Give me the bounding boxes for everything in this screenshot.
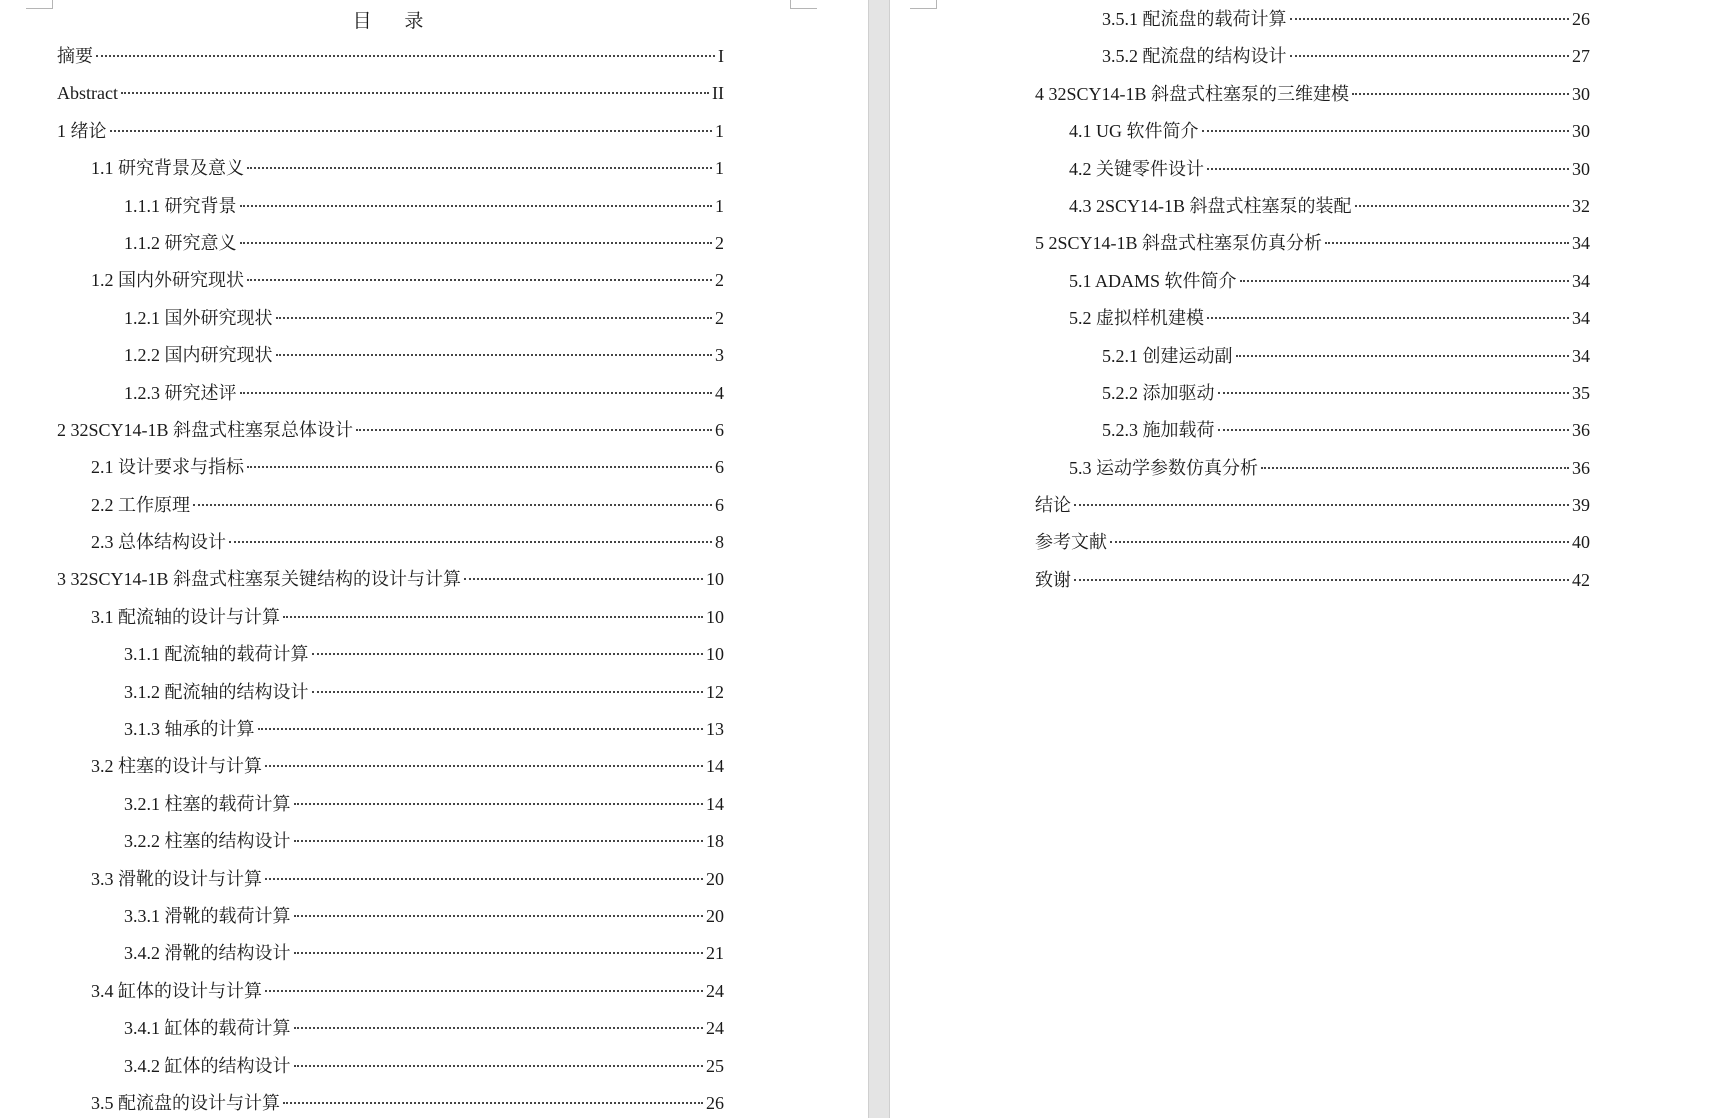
toc-entry-title: 1.1 研究背景及意义 [91, 158, 244, 179]
toc-entry-page-number: 34 [1572, 345, 1590, 366]
toc-entry-title: 3.2.2 柱塞的结构设计 [124, 831, 291, 852]
toc-entry-page-number: 34 [1572, 233, 1590, 254]
toc-entry-page-number: 25 [706, 1055, 724, 1076]
toc-entry[interactable] [57, 225, 724, 262]
toc-entry[interactable] [1035, 412, 1590, 449]
toc-list-left [57, 38, 724, 1118]
toc-page-right [890, 0, 1731, 1118]
toc-entry-title: 2.2 工作原理 [91, 494, 190, 515]
toc-entry-title: 结论 [1035, 495, 1071, 516]
toc-entry[interactable] [57, 300, 724, 337]
page-corner-mark [790, 0, 817, 9]
toc-entry-page-number: 10 [706, 569, 724, 590]
dot-leader [294, 1027, 704, 1029]
toc-entry[interactable] [57, 337, 724, 374]
toc-entry-page-number: 6 [715, 457, 724, 478]
toc-entry[interactable] [57, 861, 724, 898]
toc-entry[interactable] [1035, 1, 1590, 38]
dot-leader [193, 504, 712, 506]
toc-entry-title: 3.5.1 配流盘的载荷计算 [1102, 9, 1287, 29]
dot-leader [294, 840, 704, 842]
toc-entry-page-number: 10 [706, 606, 724, 627]
dot-leader [1207, 317, 1569, 319]
dot-leader [240, 242, 713, 244]
toc-entry-page-number: 35 [1572, 382, 1590, 403]
toc-entry[interactable] [1035, 76, 1590, 113]
toc-entry-page-number: 24 [706, 1018, 724, 1039]
toc-entry[interactable] [1035, 562, 1590, 599]
dot-leader [294, 803, 704, 805]
toc-entry-page-number: 10 [706, 644, 724, 665]
toc-entry-title: 1.2.1 国外研究现状 [124, 307, 273, 328]
toc-entry[interactable] [57, 973, 724, 1010]
toc-entry-page-number: 34 [1572, 270, 1590, 291]
dot-leader [1218, 429, 1570, 431]
toc-entry-title: 1.2.3 研究述评 [124, 382, 237, 403]
toc-entry[interactable] [1035, 300, 1590, 337]
toc-entry-title: 3.4.2 缸体的结构设计 [124, 1055, 291, 1076]
toc-entry-title: 5.2.1 创建运动副 [1102, 345, 1233, 366]
toc-entry-title: 2.3 总体结构设计 [91, 532, 226, 553]
toc-entry-page-number: 3 [715, 345, 724, 366]
toc-entry-page-number: 26 [706, 1092, 724, 1113]
toc-entry-page-number: 18 [706, 831, 724, 852]
toc-entry-page-number: 1 [715, 195, 724, 216]
toc-entry-page-number: 40 [1572, 532, 1590, 553]
toc-entry-title: 4.2 关键零件设计 [1069, 158, 1204, 179]
dot-leader [1355, 205, 1569, 207]
toc-entry-page-number: 24 [706, 980, 724, 1001]
toc-entry-title: 1.1.2 研究意义 [124, 232, 237, 253]
toc-entry[interactable] [1035, 338, 1590, 375]
toc-entry-title: 1.2.2 国内研究现状 [124, 345, 273, 366]
toc-entry-title: 3.1 配流轴的设计与计算 [91, 606, 280, 627]
toc-entry-title: 3.4.1 缸体的载荷计算 [124, 1018, 291, 1039]
toc-entry-page-number: 6 [715, 494, 724, 515]
toc-entry[interactable] [1035, 487, 1590, 524]
toc-entry-title: 3.3 滑靴的设计与计算 [91, 868, 262, 889]
dot-leader [276, 317, 713, 319]
dot-leader [265, 878, 703, 880]
toc-entry-page-number: I [718, 46, 724, 66]
dot-leader [265, 990, 703, 992]
toc-entry-page-number: 20 [706, 868, 724, 889]
toc-entry[interactable] [57, 898, 724, 935]
dot-leader [1110, 541, 1569, 543]
toc-entry[interactable] [57, 113, 724, 150]
toc-entry[interactable] [57, 674, 724, 711]
dot-leader [1290, 18, 1570, 20]
toc-entry-title: Abstract [57, 83, 118, 104]
toc-entry[interactable] [57, 561, 724, 598]
toc-entry-page-number: 27 [1572, 46, 1590, 67]
dot-leader [283, 1102, 703, 1104]
toc-entry[interactable] [57, 786, 724, 823]
dot-leader [1325, 242, 1569, 244]
toc-entry[interactable] [1035, 375, 1590, 412]
toc-entry-title: 参考文献 [1035, 532, 1107, 553]
toc-entry-title: 5.2.2 添加驱动 [1102, 382, 1215, 403]
toc-entry-page-number: 13 [706, 719, 724, 740]
toc-entry-title: 1.1.1 研究背景 [124, 195, 237, 216]
toc-entry[interactable] [57, 150, 724, 187]
toc-entry-title: 4 32SCY14-1B 斜盘式柱塞泵的三维建模 [1035, 83, 1350, 104]
toc-entry-title: 5.2.3 施加载荷 [1102, 420, 1215, 441]
dot-leader [229, 541, 712, 543]
toc-entry-page-number: 1 [715, 120, 724, 141]
dot-leader [312, 653, 704, 655]
page-corner-mark [910, 0, 937, 9]
toc-entry-title: 5.3 运动学参数仿真分析 [1069, 457, 1258, 478]
toc-entry-title: 3.1.3 轴承的计算 [124, 719, 255, 740]
dot-leader [294, 915, 704, 917]
toc-entry-page-number: 20 [706, 905, 724, 926]
toc-entry-title: 3.5 配流盘的设计与计算 [91, 1092, 280, 1113]
toc-entry-title: 3.1.1 配流轴的载荷计算 [124, 644, 309, 665]
toc-entry-page-number: II [712, 83, 724, 104]
toc-entry[interactable] [57, 375, 724, 412]
toc-entry-title: 2 32SCY14-1B 斜盘式柱塞泵总体设计 [57, 419, 354, 440]
toc-entry-title: 摘要 [57, 46, 93, 66]
toc-entry[interactable] [57, 636, 724, 673]
toc-entry-page-number: 30 [1572, 121, 1590, 142]
dot-leader [1261, 467, 1569, 469]
toc-entry[interactable] [57, 935, 724, 972]
toc-entry[interactable] [57, 823, 724, 860]
toc-entry[interactable] [57, 524, 724, 561]
toc-entry-page-number: 36 [1572, 420, 1590, 441]
toc-entry-page-number: 2 [715, 232, 724, 253]
toc-entry-page-number: 39 [1572, 495, 1590, 516]
dot-leader [247, 279, 712, 281]
toc-entry-title: 3.2.1 柱塞的载荷计算 [124, 793, 291, 814]
toc-entry-page-number: 42 [1572, 569, 1590, 590]
toc-entry[interactable] [57, 711, 724, 748]
dot-leader [110, 130, 713, 132]
dot-leader [247, 167, 712, 169]
dot-leader [1218, 392, 1570, 394]
toc-entry[interactable] [57, 487, 724, 524]
toc-entry-title: 5.2 虚拟样机建模 [1069, 308, 1204, 329]
toc-entry[interactable] [1035, 225, 1590, 262]
dot-leader [1290, 55, 1570, 57]
toc-entry-page-number: 6 [715, 419, 724, 440]
toc-entry-page-number: 4 [715, 382, 724, 403]
toc-entry-page-number: 21 [706, 943, 724, 964]
toc-entry[interactable] [57, 188, 724, 225]
dot-leader [240, 392, 713, 394]
page-gap [868, 0, 890, 1118]
toc-entry-page-number: 32 [1572, 195, 1590, 216]
dot-leader [1074, 504, 1569, 506]
toc-entry-title: 4.1 UG 软件简介 [1069, 121, 1199, 142]
dot-leader [1202, 130, 1570, 132]
dot-leader [1207, 168, 1569, 170]
toc-entry-title: 3.5.2 配流盘的结构设计 [1102, 46, 1287, 67]
toc-entry[interactable] [57, 1010, 724, 1047]
toc-entry-title: 1.2 国内外研究现状 [91, 270, 244, 291]
dot-leader [283, 616, 703, 618]
dot-leader [240, 205, 713, 207]
toc-entry-page-number: 1 [715, 158, 724, 179]
toc-entry[interactable] [1035, 38, 1590, 75]
toc-entry-page-number: 34 [1572, 308, 1590, 329]
toc-entry[interactable] [1035, 151, 1590, 188]
dot-leader [258, 728, 704, 730]
toc-entry-title: 5.1 ADAMS 软件简介 [1069, 270, 1237, 291]
toc-entry-title: 3.3.1 滑靴的载荷计算 [124, 905, 291, 926]
toc-entry[interactable] [1035, 263, 1590, 300]
dot-leader [1074, 579, 1569, 581]
dot-leader [96, 55, 715, 57]
toc-entry[interactable] [1035, 113, 1590, 150]
dot-leader [265, 765, 703, 767]
dot-leader [276, 354, 713, 356]
toc-entry-page-number: 2 [715, 270, 724, 291]
toc-entry[interactable] [57, 599, 724, 636]
toc-entry-page-number: 8 [715, 532, 724, 553]
toc-entry[interactable] [57, 75, 724, 112]
dot-leader [294, 952, 704, 954]
dot-leader [356, 429, 712, 431]
dot-leader [294, 1065, 704, 1067]
toc-entry-title: 致谢 [1035, 569, 1071, 590]
toc-entry-page-number: 2 [715, 307, 724, 328]
toc-entry-title: 4.3 2SCY14-1B 斜盘式柱塞泵的装配 [1069, 195, 1352, 216]
toc-entry-title: 3.4.2 滑靴的结构设计 [124, 943, 291, 964]
toc-entry[interactable] [57, 38, 724, 75]
toc-entry-page-number: 14 [706, 793, 724, 814]
toc-entry-title: 3.2 柱塞的设计与计算 [91, 756, 262, 777]
toc-entry-title: 1 绪论 [57, 120, 107, 141]
toc-entry[interactable] [57, 1085, 724, 1118]
toc-entry-title: 3.1.2 配流轴的结构设计 [124, 681, 309, 702]
toc-entry[interactable] [57, 748, 724, 785]
toc-entry-title: 3.4 缸体的设计与计算 [91, 980, 262, 1001]
toc-entry[interactable] [57, 262, 724, 299]
toc-entry-title: 3 32SCY14-1B 斜盘式柱塞泵关键结构的设计与计算 [57, 569, 462, 590]
dot-leader [464, 578, 703, 580]
toc-entry[interactable] [57, 1048, 724, 1085]
toc-entry[interactable] [1035, 188, 1590, 225]
toc-entry-page-number: 30 [1572, 83, 1590, 104]
toc-entry[interactable] [1035, 524, 1590, 561]
dot-leader [1236, 355, 1570, 357]
dot-leader [312, 691, 704, 693]
toc-entry[interactable] [57, 412, 724, 449]
dot-leader [121, 92, 709, 94]
toc-title: 目 录 [352, 11, 438, 32]
toc-entry-title: 2.1 设计要求与指标 [91, 457, 244, 478]
toc-entry-title: 5 2SCY14-1B 斜盘式柱塞泵仿真分析 [1035, 233, 1323, 254]
toc-list-right [1035, 1, 1590, 599]
toc-entry-page-number: 26 [1572, 9, 1590, 29]
dot-leader [1240, 280, 1569, 282]
toc-entry-page-number: 14 [706, 756, 724, 777]
toc-entry-page-number: 36 [1572, 457, 1590, 478]
dot-leader [1352, 93, 1569, 95]
toc-entry[interactable] [57, 449, 724, 486]
dot-leader [247, 466, 712, 468]
toc-entry-page-number: 30 [1572, 158, 1590, 179]
toc-entry[interactable] [1035, 450, 1590, 487]
toc-entry-page-number: 12 [706, 681, 724, 702]
